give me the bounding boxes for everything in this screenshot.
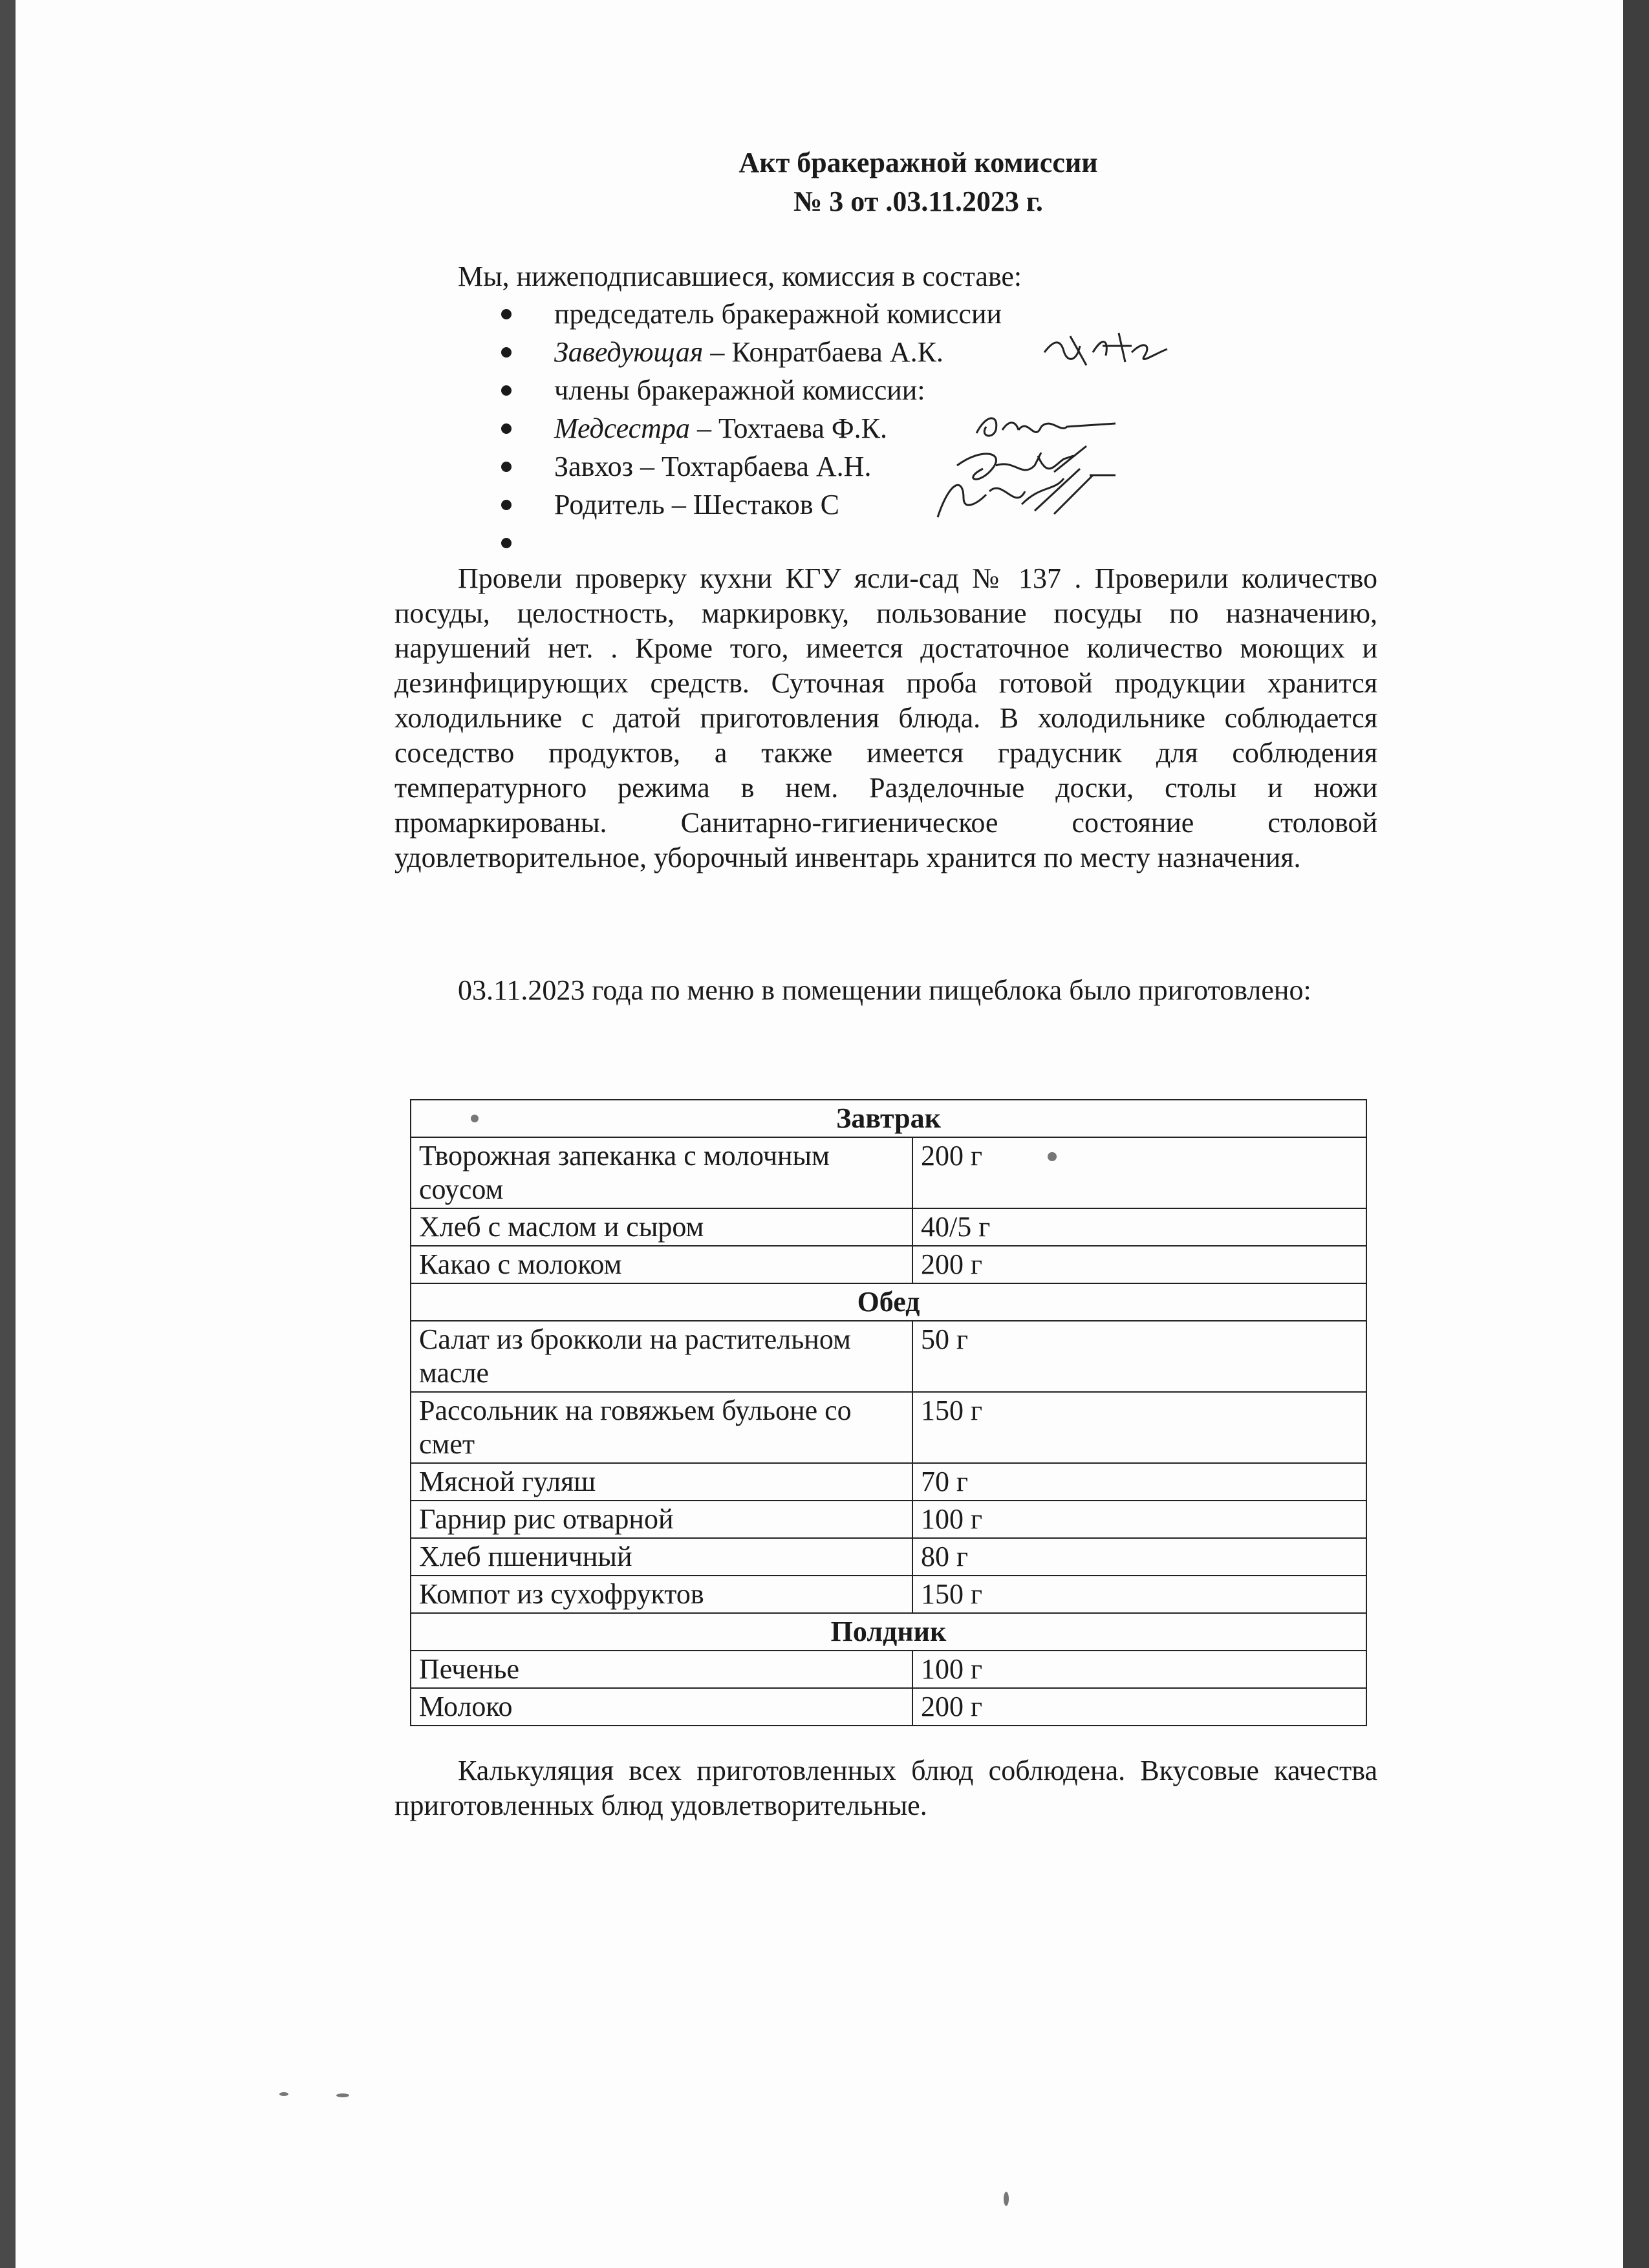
section-title-snack: Полдник — [411, 1613, 1366, 1651]
dish-amount: 80 г — [912, 1538, 1366, 1576]
member-role: Медсестра — [554, 412, 690, 444]
bullet-icon — [501, 500, 512, 510]
dish-amount: 200 г — [912, 1137, 1366, 1208]
table-row — [411, 1321, 1366, 1392]
section-row — [411, 1100, 1366, 1137]
dish-amount: 40/5 г — [912, 1208, 1366, 1246]
bullet-icon — [501, 309, 512, 319]
inspection-paragraph: Провели проверку кухни КГУ ясли-сад № 137 . Проверили количество посуды, целостность, маркировку, пользование посуды по назначению, нарушений нет. . Кроме того, имеется достаточное количество моющих и дезинфицирующих средств. Суточная проба готовой продукции хранится холодильнике с датой приготовления блюда. В холодильнике соблюдается соседство продуктов, а также имеется градусник для соблюдения температурного режима в нем. Разделочные доски, столы и ножи промаркированы. Санитарно-гигиеническое состояние столовой удовлетворительное, уборочный инвентарь хранится по месту назначения. — [394, 562, 1377, 873]
dish-amount: 200 г — [912, 1246, 1366, 1283]
dish-amount: 50 г — [912, 1321, 1366, 1392]
dish-amount: 100 г — [912, 1651, 1366, 1688]
menu-intro-paragraph: 03.11.2023 года по меню в помещении пищеблока было приготовлено: — [458, 974, 1311, 1006]
dish-name: Хлеб пшеничный — [411, 1538, 912, 1576]
member-text: Родитель – Шестаков С — [554, 489, 839, 520]
signature-head — [1041, 326, 1170, 372]
scan-speck — [336, 2093, 349, 2097]
dish-amount: 150 г — [912, 1392, 1366, 1463]
table-row — [411, 1463, 1366, 1501]
member-text: члены бракеражной комиссии: — [554, 374, 925, 406]
menu-table — [410, 1099, 1367, 1726]
dish-amount: 70 г — [912, 1463, 1366, 1501]
dish-name: Гарнир рис отварной — [411, 1501, 912, 1538]
dish-name: Молоко — [411, 1688, 912, 1726]
table-row — [411, 1137, 1366, 1208]
dish-amount: 200 г — [912, 1688, 1366, 1726]
table-row — [411, 1392, 1366, 1463]
scan-speck — [1004, 2192, 1009, 2206]
dish-name: Рассольник на говяжьем бульоне со смет — [411, 1392, 912, 1463]
scan-speck — [1048, 1152, 1057, 1161]
section-row — [411, 1613, 1366, 1651]
member-text: председатель бракеражной комиссии — [554, 298, 1002, 330]
scan-edge-right — [1623, 0, 1649, 2268]
dish-name: Хлеб с маслом и сыром — [411, 1208, 912, 1246]
member-text: – Тохтаева Ф.К. — [689, 412, 887, 444]
bullet-icon — [501, 462, 512, 472]
member-text: Завхоз – Тохтарбаева А.Н. — [554, 451, 872, 482]
section-title-breakfast: Завтрак — [411, 1100, 1366, 1137]
table-row — [411, 1246, 1366, 1283]
conclusion-paragraph: Калькуляция всех приготовленных блюд соблюдена. Вкусовые качества приготовленных блюд удовлетворительные. — [394, 1755, 1377, 1821]
bullet-icon — [501, 423, 512, 434]
section-row — [411, 1283, 1366, 1321]
bullet-icon — [501, 538, 512, 548]
dish-name: Печенье — [411, 1651, 912, 1688]
dish-name: Творожная запеканка с молочным соусом — [411, 1137, 912, 1208]
dish-name: Компот из сухофруктов — [411, 1576, 912, 1613]
scan-speck — [471, 1115, 479, 1122]
document-title — [401, 144, 1436, 221]
dish-name: Какао с молоком — [411, 1246, 912, 1283]
title-line-2: № 3 от .03.11.2023 г. — [793, 186, 1043, 217]
bullet-icon — [501, 385, 512, 396]
table-row — [411, 1688, 1366, 1726]
title-line-1: Акт бракеражной комиссии — [738, 147, 1098, 178]
dish-name: Салат из брокколи на растительном масле — [411, 1321, 912, 1392]
dish-name: Мясной гуляш — [411, 1463, 912, 1501]
table-row — [411, 1576, 1366, 1613]
dish-amount: 100 г — [912, 1501, 1366, 1538]
intro-text: Мы, нижеподписавшиеся, комиссия в составе: — [458, 261, 1022, 292]
section-title-lunch: Обед — [411, 1283, 1366, 1321]
scan-speck — [279, 2092, 288, 2096]
table-row — [411, 1651, 1366, 1688]
signature-manager — [925, 440, 1119, 524]
scan-edge-left — [0, 0, 16, 2268]
table-row — [411, 1538, 1366, 1576]
member-role: Заведующая — [554, 336, 704, 368]
dish-amount: 150 г — [912, 1576, 1366, 1613]
table-row — [411, 1501, 1366, 1538]
member-text: – Конратбаева А.К. — [703, 336, 943, 368]
table-row — [411, 1208, 1366, 1246]
bullet-icon — [501, 347, 512, 358]
